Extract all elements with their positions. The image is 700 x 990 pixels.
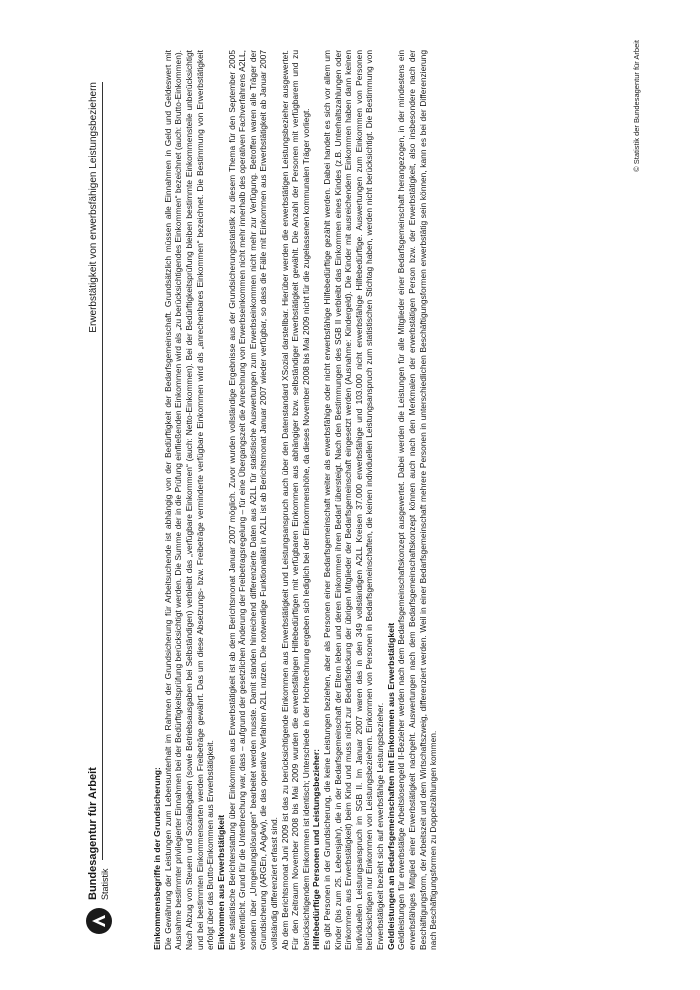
document-body [152, 50, 439, 950]
section-heading: Einkommensbegriffe in der Grundsicherung: [152, 767, 162, 950]
copyright-notice: © Statistik der Bundesagentur für Arbeit [632, 40, 641, 172]
org-name: Bundesagentur für Arbeit [87, 767, 99, 900]
org-sub: Statistik [100, 868, 110, 900]
section-heading: Geldleistungen an Bedarfsgemeinschaften mit Einkommen aus Erwerbstätigkeit [385, 622, 396, 950]
header-divider [102, 82, 103, 860]
paragraph: Geldleistungen für erwerbstätige Arbeitslosengeld II-Bezieher werden nach dem Bedarfsgemeinschaftskonzept ausgewertet. Dabei werden die Leistungen für alle Mitglieder einer Bedarfsgemeinschaft herangezogen, in der mindestens ein erwerbsfähiges Mitglied einer Erwerbstätigkeit nachgeht. Auswertungen nach dem Bedarfsgemeinschaftskonzept können auch nach den Merkmalen der erwerbstätigen Person bzw. der Erwerbstätigkeit, also insbesondere nach der Beschäftigungsform, der Arbeitszeit und dem Wirtschaftszweig, differenziert werden. Weil in einer Bedarfsgemeinschaft mehrere Personen in unterschiedlichen Beschäftigungsformen erwerbstätig sein können, kann es bei der Differenzierung nach Beschäftigungsformen zu Doppelzählungen kommen. [396, 50, 439, 950]
paragraph: Die Gewährung der Leistungen zum Lebensunterhalt im Rahmen der Grundsicherung für Arbeitsuchende ist abhängig von der Bedürftigkeit der Bedarfsgemeinschaft. Grundsätzlich müssen alle Einnahmen in Geld und Geldeswert mit Ausnahme bestimmter privilegierter Einnahmen bei der Bedürftigkeitsprüfung berücksichtigt werden. Die Summe der in die Prüfung einfließenden Einkommen wird als „zu berücksichtigendes Einkommen“ bezeichnet (auch: Brutto-Einkommen). Nach Abzug von Steuern und Sozialabgaben (sowie Betriebsausgaben bei Selbständigen) verbleibt das „verfügbare Einkommen“ (auch: Netto-Einkommen). Bei der Bedürftigkeitsprüfung bleiben bestimmte Einkommensteile unberücksichtigt und bei bestimmten Einkommensarten werden Freibeträge gewährt. Das um diese Absetzungs- bzw. Freibeträge verminderte verfügbare Einkommen wird als „anrechenbares Einkommen“ bezeichnet. Die Bestimmung von Erwerbstätigkeit erfolgt über das Brutto-Einkommen aus Erwerbstätigkeit. [162, 50, 216, 950]
document-title: Erwerbstätigkeit von erwerbsfähigen Leistungsbeziehern [88, 82, 99, 333]
ba-logo-icon [86, 908, 112, 934]
paragraph: Es gibt Personen in der Grundsicherung, die keine Leistungen beziehen, aber als Personen einer Bedarfsgemeinschaft weiter als erwerbsfähige oder nicht erwerbsfähige Hilfebedürftige gezählt werden. Dabei handelt es sich vor allem um Kinder (bis zum 25. Lebensjahr), die in der Bedarfsgemeinschaft der Eltern leben und deren Einkommen ihren Bedarf übersteigt. Nach den Bestimmungen des SGB II verbleibt das Einkommen eines Kindes (z.B. Unterhaltszahlungen oder Einkommen aus Erwerbstätigkeit) beim Kind und muss nicht zur Bedarfsdeckung der übrigen Mitglieder der Bedarfsgemeinschaft eingesetzt werden (Ausnahme: Kindergeld). Die Kinder mit ausreichendem Einkommen haben dann keinen individuellen Leistungsanspruch im SGB II. Im Januar 2007 waren das in den 349 vollständigen A2LL Kreisen 37.000 erwerbsfähige und 103.000 nicht erwerbsfähige Hilfebedürftige. Auswertungen zum Einkommen von Personen berücksichtigen nur Einkommen von Leistungsbeziehern. Einkommen von Personen in Bedarfsgemeinschaften, die keinen individuellen Leistungsanspruch zum statistischen Stichtag haben, werden nicht berücksichtigt. Die Bestimmung von Erwerbstätigkeit bezieht sich auf erwerbsfähige Leistungsbezieher. [322, 50, 386, 950]
logo [86, 767, 112, 934]
section-heading: Einkommen aus Erwerbstätigkeit [215, 814, 226, 950]
paragraph: Ab dem Berichtsmonat Juni 2009 ist das zu berücksichtigende Einkommen aus Erwerbstätigkeit und Leistungsanspruch auch über den Datenstandard XSozial darstellbar. Hierüber werden die erwerbstätigen Leistungsbezieher ausgewertet. Für den Zeitraum November 2008 bis Mai 2009 wurden die erwerbsfähigen Hilfebedürftigen mit verfügbaren Einkommen aus abhängiger bzw. selbständiger Erwerbstätigkeit gewählt. Die Anzahl der Personen mit verfügbarem und zu berücksichtigendem Einkommen ist identisch; Unterschiede in der Hochrechnung ergeben sich lediglich bei der Einkommenshöhe, da dieses November 2008 bis Mai 2009 nicht für die zugelassenen kommunalen Träger vorliegt. [279, 50, 311, 950]
paragraph: Eine statistische Berichterstattung über Einkommen aus Erwerbstätigkeit ist ab dem Berichtsmonat Januar 2007 möglich. Zuvor wurden vollständige Ergebnisse aus der Grundsicherungsstatistik zu diesem Thema für den September 2005 veröffentlicht. Grund für die Unterbrechung war, dass – aufgrund der gesetzlichen Änderung der Freibetragsregelung – für eine Übergangszeit die Anrechnung von Erwerbseinkommen nicht mehr innerhalb des operativen Fachverfahrens A2LL, sondern über „Umgehungslösungen“ bearbeitet werden musste. Damit standen hinreichend differenzierte Daten aus A2LL für statistische Auswertungen zum Erwerbseinkommen nicht mehr zur Verfügung. Betroffen waren alle Träger der Grundsicherung (ARGEn, AAgAw), die das operative Verfahren A2LL nutzen. Die notwendige Funktionalität in A2LL ist ab Berichtsmonat Januar 2007 wieder verfügbar, so dass die Fälle mit Einkommen aus Erwerbstätigkeit ab Januar 2007 vollständig differenziert erfasst sind. [226, 50, 279, 950]
section-heading: Hilfebedürftige Personen und Leistungsbezieher: [311, 748, 322, 950]
